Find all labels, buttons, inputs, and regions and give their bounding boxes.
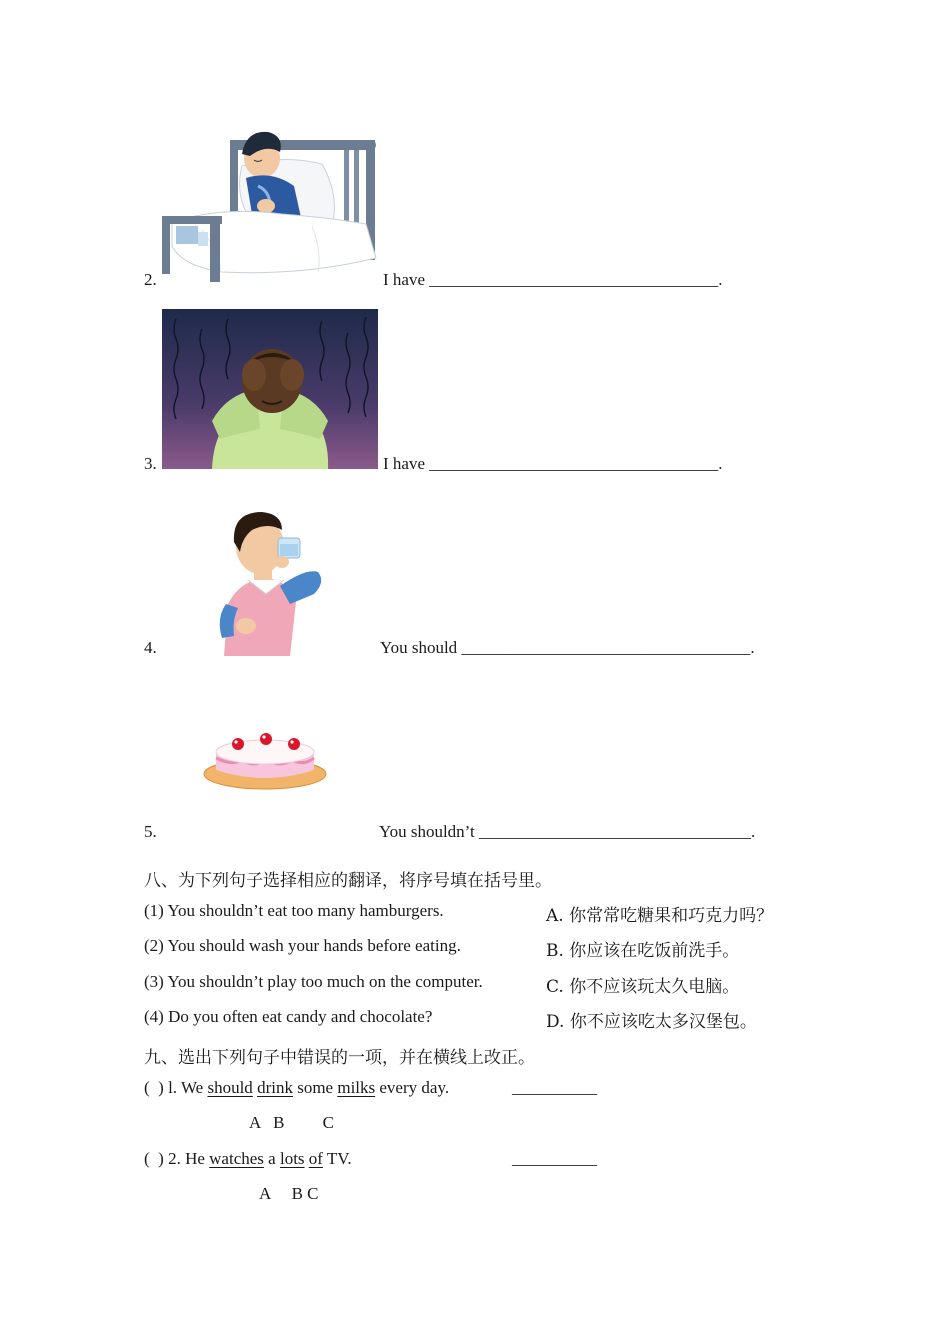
translation-sentence: (4) Do you often eat candy and chocolate? [144,1007,433,1026]
question-prefix: ( ) 2. He [144,1149,210,1168]
answer-blank[interactable]: __________________________________. [461,638,755,657]
question-suffix: TV. [322,1149,352,1168]
option-c-word: milks [337,1078,376,1097]
question-prompt [383,454,723,474]
correction-blank[interactable]: __________ [512,1149,597,1168]
question-prefix: ( ) l. We [144,1078,208,1097]
section-9-title: 九、选出下列句子中错误的一项，并在横线上改正。 [144,1048,535,1068]
error-question-2 [144,1149,352,1169]
answer-blank[interactable]: ________________________________. [479,822,756,841]
question-suffix: every day. [375,1078,450,1097]
translation-option: C. 你不应该玩太久电脑。 [546,977,740,997]
error-question-1 [144,1078,449,1098]
option-a-word: should [207,1078,253,1097]
answer-blank[interactable]: __________________________________. [429,454,723,473]
question-number: 5. [144,822,157,841]
option-letters: A B C [259,1184,319,1203]
spacer-text: a [263,1149,280,1168]
boy-with-headache-picture [162,309,378,469]
question-number: 2. [144,270,157,289]
translation-sentence: (1) You shouldn’t eat too many hamburgers. [144,901,444,920]
option-letters: A B C [249,1113,335,1132]
prompt-text: You should [380,638,458,657]
translation-sentence: (3) You shouldn’t play too much on the computer. [144,972,483,991]
section-8-title: 八、为下列句子选择相应的翻译，将序号填在括号里。 [144,871,552,891]
translation-sentence: (2) You should wash your hands before eating. [144,936,461,955]
translation-option: D. 你不应该吃太多汉堡包。 [546,1012,757,1032]
question-prompt [379,822,755,842]
question-number: 4. [144,638,157,657]
spacer-text: some [292,1078,338,1097]
correction-blank[interactable]: __________ [512,1078,597,1097]
option-b-word: lots [279,1149,305,1168]
option-c-word: of [308,1149,323,1168]
answer-blank[interactable]: __________________________________. [429,270,723,289]
prompt-text: You shouldn’t [379,822,475,841]
cake-with-cherries-picture [202,730,328,792]
question-number: 3. [144,454,157,473]
option-b-word: drink [257,1078,293,1097]
question-prompt [380,638,755,658]
boy-drinking-water-picture [210,508,328,656]
translation-option: B. 你应该在吃饭前洗手。 [546,941,740,961]
option-a-word: watches [209,1149,264,1168]
translation-option: A. 你常常吃糖果和巧克力吗？ [546,906,774,926]
prompt-text: I have [383,454,426,473]
prompt-text: I have [383,270,426,289]
sick-boy-in-bed-picture [162,126,378,284]
question-prompt [383,270,723,290]
